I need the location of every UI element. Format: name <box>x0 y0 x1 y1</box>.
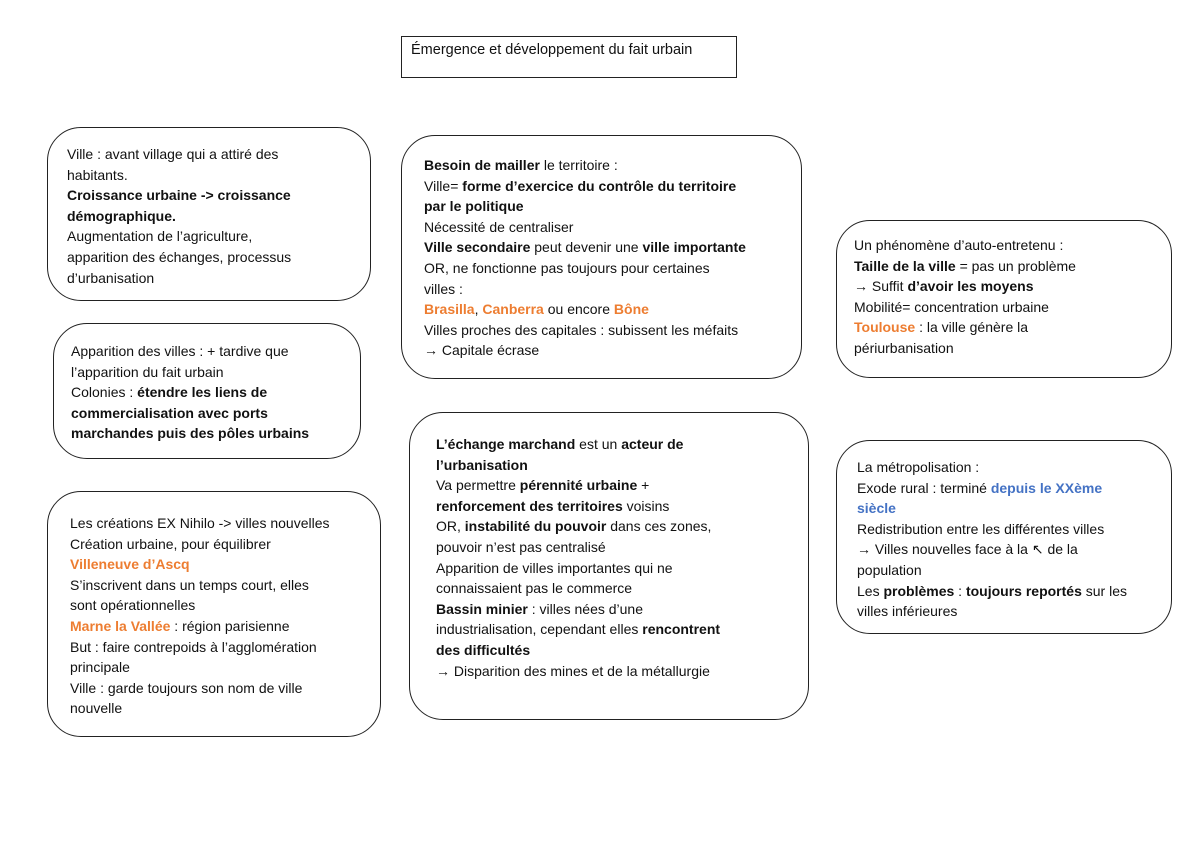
text-run: dans ces zones, <box>606 518 712 535</box>
text-run: est un <box>575 436 622 452</box>
text-line: connaissaient pas le commerce <box>436 580 633 597</box>
card-apparition-villes <box>53 323 361 459</box>
text-line <box>436 599 808 620</box>
text-line <box>424 155 801 176</box>
text-line <box>854 276 1171 297</box>
text-run: Les <box>857 582 884 599</box>
text-run-bold: d’avoir les moyens <box>907 278 1034 295</box>
text-run: : région parisienne <box>170 617 290 634</box>
page-title-text: Émergence et développement du fait urbain <box>411 42 693 58</box>
text-line: sont opérationnelles <box>70 597 196 614</box>
text-line <box>436 475 808 496</box>
text-line: population <box>857 561 922 578</box>
text-run-highlight: depuis le XXème <box>990 479 1103 496</box>
text-run-bold: forme d’exercice du contrôle du territoire <box>462 177 737 194</box>
text-run: : la ville génère la <box>915 319 1029 336</box>
text-line: nouvelle <box>70 700 123 717</box>
text-run-highlight: Marne la Vallée <box>70 617 171 634</box>
text-line <box>857 581 1171 602</box>
text-line: Croissance urbaine -> croissance <box>67 187 291 204</box>
card-ville-origine <box>47 127 371 301</box>
text-run: ou encore <box>543 301 614 318</box>
text-run: OR, <box>436 518 465 535</box>
text-line: Augmentation de l’agriculture, <box>67 228 253 245</box>
text-line <box>854 317 1171 338</box>
text-run: , <box>474 301 483 318</box>
text-line: par le politique <box>424 198 524 215</box>
text-line: OR, ne fonctionne pas toujours pour certaines <box>424 259 710 276</box>
text-run-bold: instabilité du pouvoir <box>464 518 607 535</box>
text-run: sur les <box>1081 582 1127 599</box>
card-echange-marchand <box>409 412 809 720</box>
text-run: voisins <box>622 497 670 514</box>
text-line: principale <box>70 659 130 676</box>
text-run-bold: toujours reportés <box>965 582 1082 599</box>
text-line <box>424 299 801 320</box>
text-line: périurbanisation <box>854 339 954 356</box>
text-run-bold: L’échange marchand <box>436 436 576 452</box>
text-run-bold: Taille de la ville <box>854 257 956 274</box>
text-run-highlight: Toulouse <box>854 319 916 336</box>
text-line: Mobilité= concentration urbaine <box>854 298 1049 315</box>
text-line: l’apparition du fait urbain <box>71 363 224 380</box>
text-run-bold: problèmes <box>883 582 955 599</box>
text-line <box>424 176 801 197</box>
text-run: Colonies : <box>71 384 138 401</box>
text-run-bold: Besoin de mailler <box>424 157 540 173</box>
text-line: Nécessité de centraliser <box>424 218 574 235</box>
text-line: Redistribution entre les différentes villes <box>857 520 1105 537</box>
text-line: Ville : garde toujours son nom de ville <box>70 679 303 696</box>
text-run: = pas un problème <box>955 257 1076 274</box>
text-run: Va permettre <box>436 477 520 494</box>
text-line: habitants. <box>67 166 128 183</box>
text-line: l’urbanisation <box>436 456 528 473</box>
card-metropolisation <box>836 440 1172 634</box>
text-line: Apparition de villes importantes qui ne <box>436 559 673 576</box>
text-line: → Disparition des mines et de la métallurgie <box>436 662 710 679</box>
text-run-bold: Bassin minier <box>436 600 528 617</box>
text-line: marchandes puis des pôles urbains <box>71 425 310 442</box>
text-run-bold: Ville secondaire <box>424 239 531 256</box>
text-line <box>436 619 808 640</box>
text-run: Ville= <box>424 177 463 194</box>
text-line: S’inscrivent dans un temps court, elles <box>70 576 309 593</box>
text-run: le territoire : <box>539 157 618 173</box>
text-line <box>857 478 1171 499</box>
text-line <box>854 256 1171 277</box>
text-run-bold: renforcement des territoires <box>436 497 623 514</box>
card-besoin-mailler <box>401 135 802 379</box>
text-run-bold: étendre les liens de <box>137 384 268 401</box>
card-creations-ex-nihilo <box>47 491 381 737</box>
text-run: + <box>637 477 650 494</box>
text-run-highlight: Brasilla <box>424 301 475 318</box>
text-line <box>436 496 808 517</box>
text-line-highlight: Villeneuve d’Ascq <box>70 556 190 573</box>
text-line: La métropolisation : <box>857 459 980 475</box>
text-line: Villes proches des capitales : subissent les méfaits <box>424 321 739 338</box>
text-line: démographique. <box>67 207 176 224</box>
text-line: Ville : avant village qui a attiré des <box>67 146 279 162</box>
text-line: But : faire contrepoids à l’agglomération <box>70 638 317 655</box>
text-run-bold: pérennité urbaine <box>519 477 638 494</box>
text-run-bold: acteur de <box>621 436 684 452</box>
text-run-bold: rencontrent <box>642 621 721 638</box>
text-line <box>424 237 801 258</box>
text-line: Création urbaine, pour équilibrer <box>70 535 271 552</box>
text-run: peut devenir une <box>530 239 643 256</box>
text-line <box>70 616 380 637</box>
text-run: : villes nées d’une <box>527 600 644 617</box>
text-line <box>71 382 360 403</box>
text-run: industrialisation, cependant elles <box>436 621 643 638</box>
text-run-highlight: Canberra <box>482 301 544 318</box>
card-auto-entretenu <box>836 220 1172 378</box>
text-line: apparition des échanges, processus <box>67 248 292 265</box>
text-line: Apparition des villes : + tardive que <box>71 343 289 359</box>
text-line-highlight: siècle <box>857 500 896 517</box>
text-run: → Suffit <box>854 278 908 295</box>
text-line <box>436 434 808 455</box>
text-line: Les créations EX Nihilo -> villes nouvelles <box>70 515 330 531</box>
text-run: Exode rural : terminé <box>857 479 991 496</box>
text-line: → Capitale écrase <box>424 342 540 359</box>
text-run: : <box>954 582 966 599</box>
text-run-bold: ville importante <box>642 239 746 256</box>
text-line <box>436 516 808 537</box>
text-line: d’urbanisation <box>67 269 155 286</box>
text-line: Un phénomène d’auto-entretenu : <box>854 237 1064 253</box>
text-line: pouvoir n’est pas centralisé <box>436 538 606 555</box>
text-line: → Villes nouvelles face à la ↖ de la <box>857 541 1078 558</box>
text-line: des difficultés <box>436 641 531 658</box>
page-title <box>401 36 737 78</box>
text-line: villes inférieures <box>857 603 958 620</box>
text-line: commercialisation avec ports <box>71 404 268 421</box>
text-run-highlight: Bône <box>613 301 649 318</box>
text-line: villes : <box>424 280 463 297</box>
